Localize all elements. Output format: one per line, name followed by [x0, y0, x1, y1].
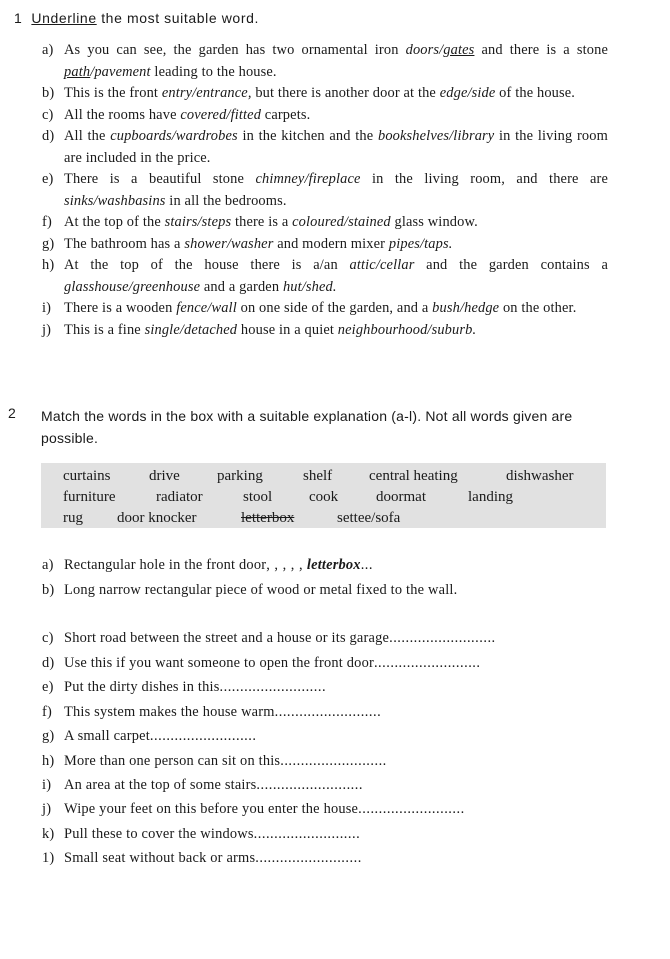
item-text: Pull these to cover the windows: [64, 826, 254, 842]
item-text: Small seat without back or arms: [64, 850, 256, 866]
item-label: a): [42, 557, 54, 573]
word-choice[interactable]: edge/side: [439, 85, 496, 101]
exercise-2-item: [42, 753, 387, 770]
item-text: and there is a stone: [474, 42, 608, 58]
word-box-word: curtains: [63, 468, 111, 484]
exercise-1-item: [42, 83, 608, 105]
word-box-word: drive: [149, 468, 180, 484]
exercise-1-instruction: [14, 10, 259, 26]
exercise-1-item: [42, 169, 608, 212]
item-text: Long narrow rectangular piece of wood or metal fixed to the wall.: [64, 582, 458, 598]
item-label: d): [42, 128, 55, 144]
item-label: a): [42, 42, 54, 58]
answer-blank[interactable]: ..........................: [149, 728, 257, 744]
word-box-word: stool: [243, 489, 273, 505]
answer-blank[interactable]: ..........................: [358, 801, 465, 817]
item-text: in the kitchen and the: [237, 128, 378, 144]
item-label: e): [42, 679, 54, 695]
item-text: As you can see, the garden has two ornamental iron: [64, 42, 406, 58]
item-text: and a garden: [200, 278, 283, 295]
word-choice[interactable]: shower/washer: [184, 235, 274, 252]
word-choice[interactable]: bookshelves/library: [377, 128, 495, 144]
word-choice[interactable]: chimney/fireplace: [255, 171, 361, 187]
answer-text: letterbox: [306, 557, 361, 573]
item-label: g): [42, 728, 55, 744]
word-choice[interactable]: coloured/stained: [292, 214, 391, 230]
item-label: e): [42, 171, 54, 187]
item-text: Wipe your feet on this before you enter the house: [64, 801, 359, 817]
word-choice[interactable]: bush/hedge: [432, 300, 500, 316]
exercise-2-item: [42, 777, 363, 794]
item-text: and the garden contains a: [414, 257, 608, 273]
item-label: h): [42, 753, 55, 769]
item-text: At the top of the: [64, 214, 165, 230]
item-text: Put the dirty dishes in this: [64, 679, 220, 695]
word-choice[interactable]: hut/shed.: [282, 278, 337, 295]
item-text: in the living room are included in the price.: [64, 128, 608, 166]
word-choice[interactable]: gates: [443, 42, 475, 58]
word-box-word: letterbox: [241, 510, 295, 526]
instruction-rest: the most suitable word.: [96, 10, 259, 26]
item-label: b): [42, 582, 55, 598]
exercise-1-item: [42, 234, 608, 256]
exercise-1-item: [42, 40, 608, 83]
item-text: on the other.: [499, 300, 577, 316]
exercise-2-item: [42, 826, 360, 843]
exercise-1-number: 1: [14, 10, 23, 26]
answer-blank[interactable]: ..........................: [373, 655, 481, 671]
answer-blank[interactable]: ..........................: [280, 753, 387, 769]
word-box-word: doormat: [376, 489, 426, 505]
item-text: This is a fine: [64, 321, 145, 338]
item-label: f): [42, 214, 52, 230]
answer-trail: ...: [360, 557, 373, 573]
word-box-word: landing: [468, 489, 513, 505]
item-text: An area at the top of some stairs: [64, 777, 257, 793]
exercise-1-item: [42, 126, 608, 169]
word-choice[interactable]: sinks/washbasins: [64, 192, 166, 209]
word-choice[interactable]: stairs/steps: [164, 214, 232, 230]
exercise-2-item: [42, 704, 381, 721]
exercise-1-items: [42, 40, 608, 341]
item-text: At the top of the house there is a/an: [64, 257, 350, 273]
item-text: All the rooms have: [64, 106, 181, 123]
exercise-2-item: [42, 655, 481, 672]
exercise-2-item: [42, 801, 465, 818]
item-label: g): [42, 235, 55, 252]
answer-blank[interactable]: , , , , ,: [266, 557, 304, 573]
answer-blank[interactable]: ..........................: [255, 850, 362, 866]
exercise-1-item: [42, 255, 608, 298]
word-choice[interactable]: entry/entrance,: [161, 85, 252, 101]
item-text: on one side of the garden, and a: [236, 300, 433, 316]
item-text: house in a quiet: [237, 321, 338, 338]
answer-blank[interactable]: ..........................: [274, 704, 382, 720]
item-label: 1): [42, 850, 55, 866]
item-text: of the house.: [495, 85, 576, 101]
item-text: More than one person can sit on this: [64, 753, 281, 769]
item-label: k): [42, 826, 55, 842]
item-text: This system makes the house warm: [64, 704, 275, 720]
word-choice[interactable]: /pavement: [90, 63, 151, 80]
answer-blank[interactable]: ..........................: [219, 679, 327, 695]
exercise-1-item: [42, 212, 608, 234]
item-text: in the living room, and there are: [360, 171, 608, 187]
item-label: i): [42, 777, 52, 793]
exercise-2-instruction: Match the words in the box with a suitable explanation (a-l). Not all words given are possible.: [41, 408, 573, 446]
item-text: Rectangular hole in the front door: [64, 557, 267, 573]
exercise-2-item: [42, 557, 373, 574]
exercise-1-item: [42, 320, 608, 342]
word-box-word: shelf: [303, 468, 333, 484]
word-box-word: settee/sofa: [337, 510, 401, 526]
item-label: c): [42, 106, 54, 123]
answer-blank[interactable]: ..........................: [253, 826, 361, 842]
item-text: This is the front: [64, 85, 162, 101]
item-text: there is a: [231, 214, 293, 230]
word-box-word: door knocker: [117, 510, 197, 526]
item-text: There is a beautiful stone: [64, 171, 256, 187]
item-text: A small carpet: [64, 728, 150, 744]
item-label: h): [42, 257, 55, 273]
instruction-underline-word: Underline: [31, 10, 97, 26]
item-text: There is a wooden: [64, 300, 177, 316]
item-label: f): [42, 704, 52, 720]
exercise-2-item: [42, 582, 457, 599]
item-label: b): [42, 85, 55, 101]
word-choice[interactable]: path: [64, 63, 91, 80]
item-text: and modern mixer: [273, 235, 389, 252]
item-text: in all the bedrooms.: [165, 192, 287, 209]
item-text: The bathroom has a: [64, 235, 185, 252]
word-choice[interactable]: attic/cellar: [349, 257, 415, 273]
item-text: leading to the house.: [150, 63, 277, 80]
item-text: All the: [64, 128, 111, 144]
exercise-2-number: 2: [8, 405, 16, 421]
word-choice[interactable]: pipes/taps.: [388, 235, 453, 252]
word-box: [41, 463, 606, 528]
word-choice[interactable]: glasshouse/greenhouse: [64, 278, 201, 295]
item-text: but there is another door at the: [251, 85, 440, 101]
item-text: glass window.: [390, 214, 478, 230]
item-label: j): [42, 321, 52, 338]
exercise-2-item: [42, 850, 362, 867]
answer-blank[interactable]: ..........................: [256, 777, 363, 793]
word-choice[interactable]: neighbourhood/suburb.: [337, 321, 477, 338]
word-choice[interactable]: single/detached: [144, 321, 238, 338]
exercise-1-item: [42, 105, 608, 127]
answer-blank[interactable]: ..........................: [389, 630, 496, 646]
word-box-word: radiator: [156, 489, 203, 505]
word-box-word: central heating: [369, 468, 458, 484]
word-box-word: rug: [63, 510, 83, 526]
exercise-2-item: [42, 630, 496, 647]
word-choice[interactable]: doors/: [405, 42, 444, 58]
item-text: Use this if you want someone to open the front door: [64, 655, 374, 671]
word-box-word: cook: [309, 489, 339, 505]
item-text: carpets.: [261, 106, 311, 123]
item-label: j): [42, 801, 52, 817]
exercise-2-item: [42, 679, 326, 696]
item-label: i): [42, 300, 52, 316]
word-box-word: dishwasher: [506, 468, 574, 484]
word-choice[interactable]: cupboards/wardrobes: [110, 128, 238, 144]
word-choice[interactable]: covered/fitted: [180, 106, 262, 123]
word-choice[interactable]: fence/wall: [176, 300, 237, 316]
exercise-2-item: [42, 728, 256, 745]
item-text: Short road between the street and a house or its garage: [64, 630, 390, 646]
item-label: c): [42, 630, 54, 646]
item-label: d): [42, 655, 55, 671]
exercise-1-item: [42, 298, 608, 320]
word-box-word: parking: [217, 468, 263, 484]
word-box-word: furniture: [63, 489, 116, 505]
